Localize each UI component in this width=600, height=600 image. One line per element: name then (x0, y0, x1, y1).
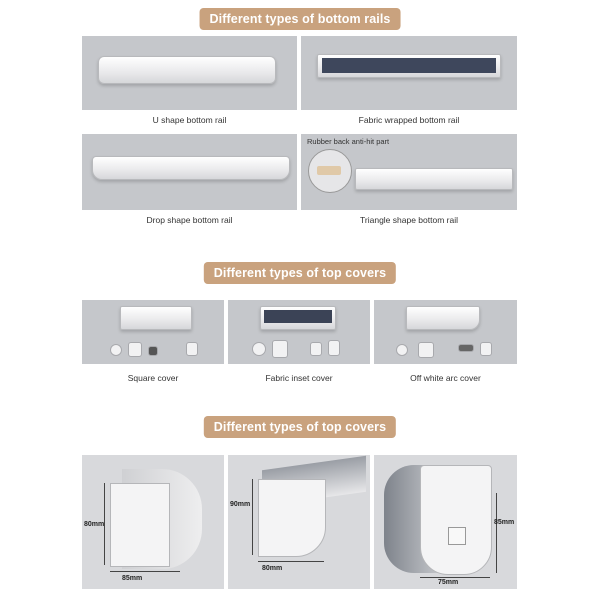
fabric-wrapped-rail (317, 54, 501, 78)
caption-fabric-wrapped: Fabric wrapped bottom rail (358, 115, 460, 125)
section-title-bottom-rails: Different types of bottom rails (200, 8, 401, 30)
end-cap-part (252, 342, 266, 356)
drop-shape-rail (92, 156, 290, 180)
u-shape-rail (98, 56, 276, 84)
height-line (252, 479, 253, 555)
height-line (496, 493, 497, 573)
square-cover-photo (82, 300, 224, 364)
clip-part (310, 342, 322, 356)
end-cap-part (110, 344, 122, 356)
end-cap (258, 479, 326, 557)
square-cover-dimension-photo (82, 455, 224, 589)
mount-part (328, 340, 340, 356)
off-white-arc-cover (406, 306, 480, 330)
detail-zoom-circle (308, 149, 352, 193)
fabric-wrapped-rail-photo (301, 36, 517, 110)
width-label: 85mm (122, 575, 143, 582)
u-shape-rail-photo (82, 36, 297, 110)
clip-part (148, 346, 158, 356)
caption-fabric-inset-cover: Fabric inset cover (265, 373, 333, 383)
fabric-inset-cover-dimension-photo (228, 455, 370, 589)
caption-u-shape: U shape bottom rail (152, 115, 227, 125)
off-white-arc-cover-dimension-photo (374, 455, 517, 589)
bracket-part (128, 342, 142, 357)
fabric-inset-cover-photo (228, 300, 370, 364)
drop-shape-rail-photo (82, 134, 297, 210)
width-label: 75mm (438, 579, 459, 586)
bracket-part (448, 527, 466, 545)
height-label: 80mm (84, 521, 105, 528)
width-label: 80mm (262, 565, 283, 572)
end-cap (420, 465, 492, 575)
width-line (110, 571, 180, 572)
width-line (258, 561, 324, 562)
caption-triangle-shape: Triangle shape bottom rail (360, 215, 458, 225)
mount-part (186, 342, 198, 356)
section-title-top-covers-dimensions: Different types of top covers (204, 416, 396, 438)
height-label: 90mm (230, 501, 251, 508)
end-cap (110, 483, 170, 567)
off-white-arc-cover-photo (374, 300, 517, 364)
triangle-shape-rail-photo (301, 134, 517, 210)
section-title-top-covers: Different types of top covers (204, 262, 396, 284)
caption-square-cover: Square cover (127, 373, 179, 383)
square-cover (120, 306, 192, 330)
clip-part (458, 344, 474, 352)
triangle-shape-rail (355, 168, 513, 190)
end-cap-part (396, 344, 408, 356)
caption-drop-shape: Drop shape bottom rail (146, 215, 233, 225)
width-line (420, 577, 490, 578)
rubber-back-annotation: Rubber back anti-hit part (307, 137, 390, 146)
bracket-part (272, 340, 288, 358)
height-label: 85mm (494, 519, 515, 526)
mount-part (480, 342, 492, 356)
caption-off-white-arc-cover: Off white arc cover (410, 373, 481, 383)
bracket-part (418, 342, 434, 358)
fabric-inset-cover (260, 306, 336, 330)
